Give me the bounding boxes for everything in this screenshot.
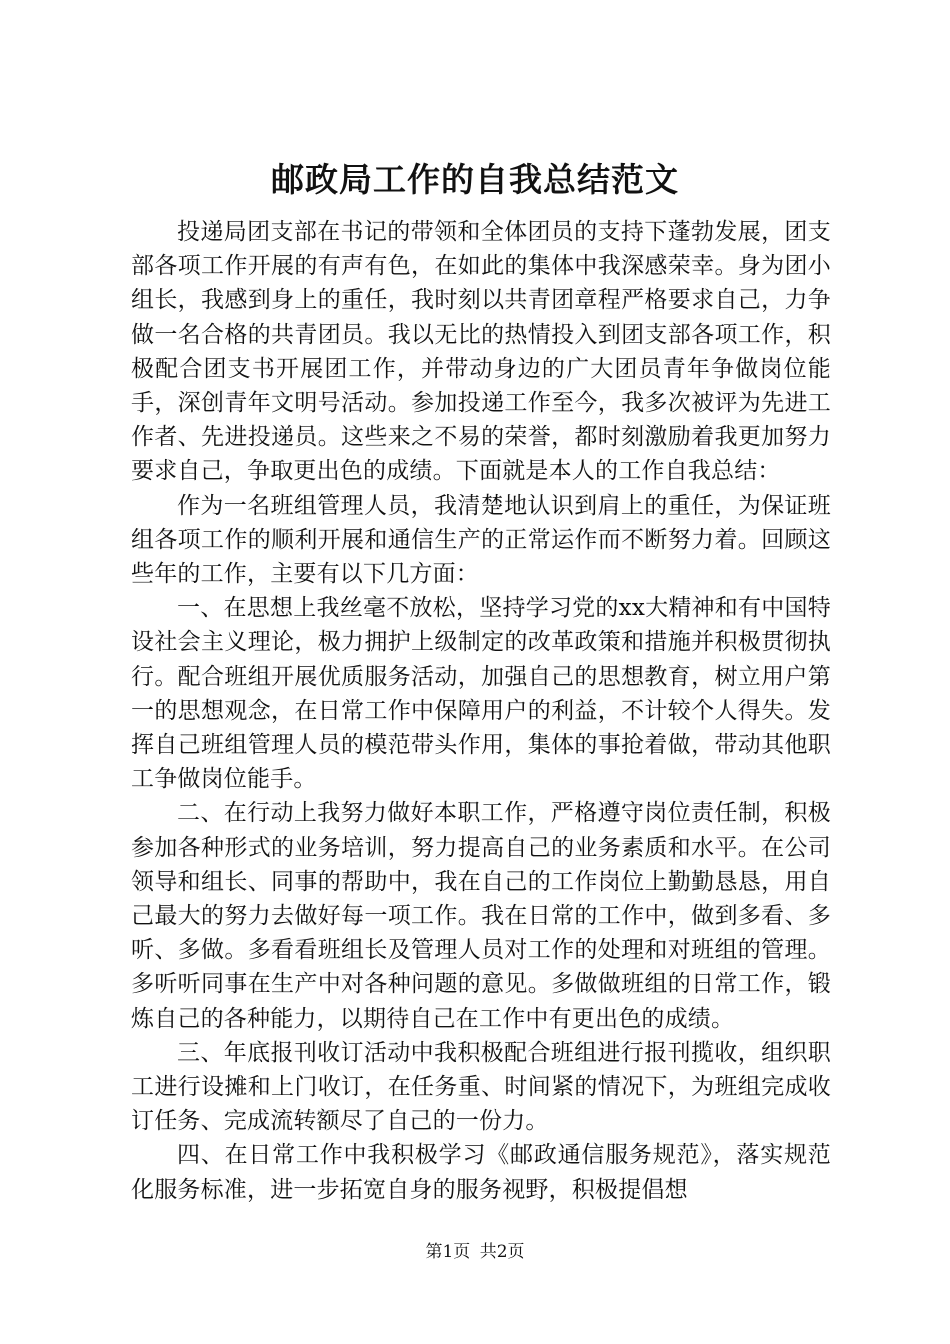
page-number-total: 共2页 bbox=[479, 1242, 525, 1262]
paragraph-point-3: 三、年底报刊收订活动中我积极配合班组进行报刊揽收，组织职工进行设摊和上门收订，在任务重、时间紧的情况下，为班组完成收订任务、完成流转额尽了自己的一份力。 bbox=[131, 1039, 831, 1135]
page-number-current: 第1页 bbox=[425, 1242, 471, 1262]
page-footer bbox=[0, 1240, 950, 1264]
paragraph-point-4: 四、在日常工作中我积极学习《邮政通信服务规范》，落实规范化服务标准，进一步拓宽自身的服务视野，积极提倡想 bbox=[131, 1142, 831, 1203]
document-title: 邮政局工作的自我总结范文 bbox=[271, 160, 679, 199]
paragraph-point-2: 二、在行动上我努力做好本职工作，严格遵守岗位责任制，积极参加各种形式的业务培训，努力提高自己的业务素质和水平。在公司领导和组长、同事的帮助中，我在自己的工作岗位上勤勤恳恳，用自己最大的努力去做好每一项工作。我在日常的工作中，做到多看、多听、多做。多看看班组长及管理人员对工作的处理和对班组的管理。多听听同事在生产中对各种问题的意见。多做做班组的日常工作，锻炼自己的各种能力，以期待自己在工作中有更出色的成绩。 bbox=[131, 800, 831, 1032]
document-body bbox=[131, 215, 831, 1207]
paragraph-intro: 投递局团支部在书记的带领和全体团员的支持下蓬勃发展，团支部各项工作开展的有声有色，在如此的集体中我深感荣幸。身为团小组长，我感到身上的重任，我时刻以共青团章程严格要求自己，力争做一名合格的共青团员。我以无比的热情投入到团支部各项工作，积极配合团支书开展团工作，并带动身边的广大团员青年争做岗位能手，深创青年文明号活动。参加投递工作至今，我多次被评为先进工作者、先进投递员。这些来之不易的荣誉，都时刻激励着我更加努力要求自己，争取更出色的成绩。下面就是本人的工作自我总结： bbox=[131, 219, 831, 485]
paragraph-role: 作为一名班组管理人员，我清楚地认识到肩上的重任，为保证班组各项工作的顺利开展和通信生产的正常运作而不断努力着。回顾这些年的工作，主要有以下几方面： bbox=[131, 492, 831, 588]
paragraph-point-1: 一、在思想上我丝毫不放松，坚持学习党的xx大精神和有中国特设社会主义理论，极力拥护上级制定的改革政策和措施并积极贯彻执行。配合班组开展优质服务活动，加强自己的思想教育，树立用户第一的思想观念，在日常工作中保障用户的利益，不计较个人得失。发挥自己班组管理人员的模范带头作用，集体的事抢着做，带动其他职工争做岗位能手。 bbox=[131, 595, 831, 793]
